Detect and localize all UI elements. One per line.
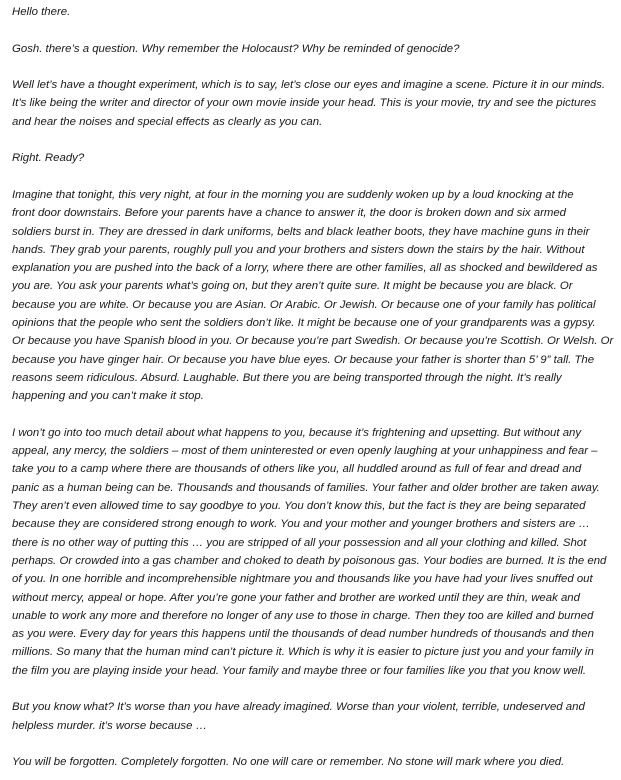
paragraph-imagine: Imagine that tonight, this very night, at four in the morning you are suddenly woken up by a loud knocking at the front door downstairs. Before your parents have a chance to answer it, the door is broken down and six armed soldiers burst in. They are dressed in dark uniforms, belts and black leather boots, they have machine guns in their hands. They grab your parents, roughly pull you and your brothers and sisters down the stairs by the hair. Without explanation you are pushed into the back of a lorry, where there are other families, all as shocked and bewildered as you are. You ask your parents what’s going on, but they aren’t quite sure. It might be because you are black. Or because you are white. Or because you are Asian. Or Arabic. Or Jewish. Or because one of your family has political opinions that the people who sent the soldiers don’t like. It might be because one of your grandparents was a gypsy. Or because you have Spanish blood in you. Or because you’re part Swedish. Or because you’re Scottish. Or Welsh. Or because you have ginger hair. Or because you have blue eyes. Or because your father is shorter than 5’ 9” tall. The reasons seem ridiculous. Absurd. Laughable. But there you are being transported through the night. It’s really happening and you can’t make it stop. [12,188,614,403]
paragraph-question: Gosh. there’s a question. Why remember the Holocaust? Why be reminded of genocide? [12,42,460,55]
paragraph-forgotten: You will be forgotten. Completely forgotten. No one will care or remember. No stone will mark where you died. [12,756,565,769]
paragraph-ready: Right. Ready? [12,152,85,165]
paragraph-worse: But you know what? It’s worse than you have already imagined. Worse than your violent, terrible, undeserved and helpless murder. it’s worse because … [12,701,585,732]
document-body [12,3,615,771]
paragraph-greeting: Hello there. [12,6,71,18]
paragraph-thought-experiment: Well let’s have a thought experiment, which is to say, let’s close our eyes and imagine a scene. Picture it in our minds. It’s like being the writer and director of your own movie inside your head. This is your movie, try and see the pictures and hear the noises and special effects as clearly as you can. [12,79,606,128]
paragraph-camp: I won’t go into too much detail about what happens to you, because it’s frightening and upsetting. But without any appeal, any mercy, the soldiers – most of them uninterested or even openly laughing at your unhappiness and fear – take you to a camp where there are thousands of others like you, all huddled around as full of fear and dread and panic as a human being can be. Thousands and thousands of families. Your father and older brother are taken away. They aren’t even allowed time to say goodbye to you. You don’t know this, but the fact is they are being separated because they are considered strong enough to work. You and your mother and younger brothers and sisters are … there is no other way of putting this … you are stripped of all your possession and all your clothing and killed. Shot perhaps. Or crowded into a gas chamber and choked to death by poisonous gas. Your bodies are burned. It is the end of you. In one horrible and incomprehensible nightmare you and thousands like you have had your lives snuffed out without mercy, appeal or hope. After you’re gone your father and brother are worked until they are thin, weak and unable to work any more and therefore no longer of any use to those in charge. Then they too are killed and burned as you were. Every day for years this happens until the thousands of dead number hundreds of thousands and then millions. So many that the human mind can’t picture it. Which is why it is easier to picture just you and your family in the film you are playing inside your head. Your family and maybe three or four families like you that you know well. [12,426,607,677]
